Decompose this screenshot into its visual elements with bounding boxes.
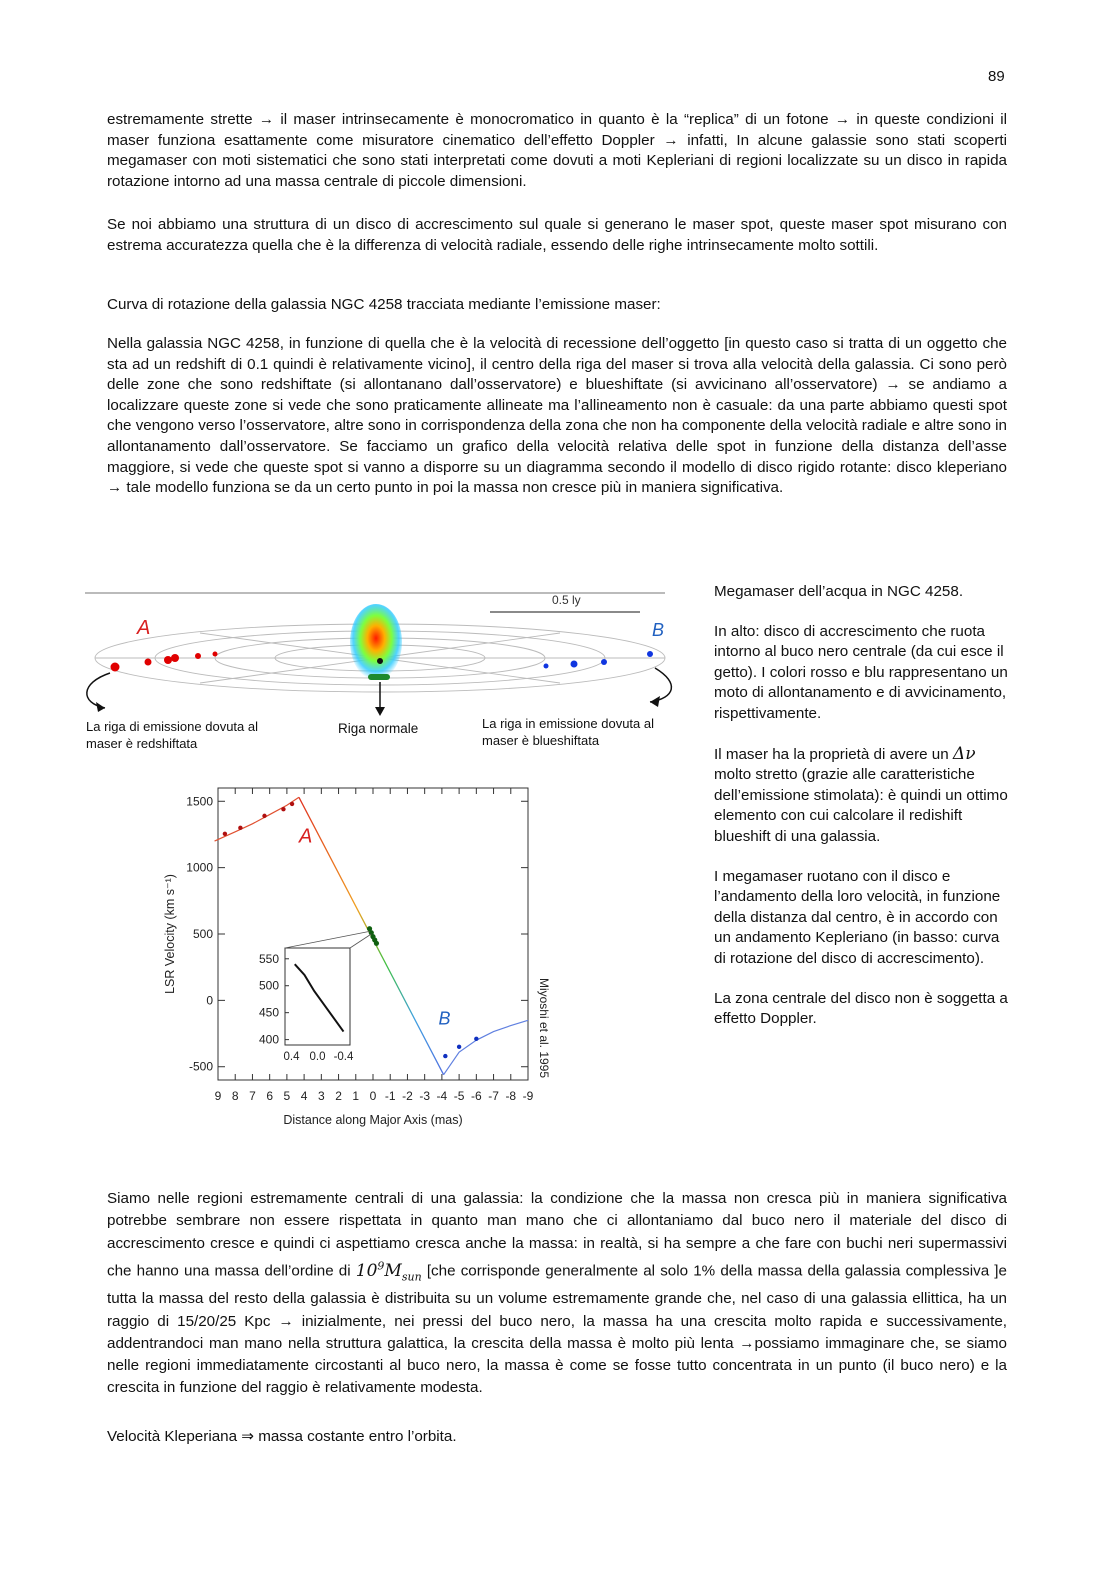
x-tick-label: 8 [231,1089,239,1103]
redshifted-spots [111,652,218,672]
mass-subscript: sun [401,1269,422,1283]
y-tick-label: 500 [192,927,213,941]
inset-y-tick-label: 450 [258,1005,279,1020]
chart-label-b: B [438,1008,451,1029]
black-hole-mass-formula [355,1258,422,1283]
side-caption-title: Megamaser dell’acqua in NGC 4258. [714,583,964,600]
x-tick-label: 0 [369,1089,377,1103]
central-black-hole [377,658,383,664]
caption-blue-1: La riga in emissione dovuta al [482,716,654,731]
inset-pointer [285,931,370,948]
closing-part-2: [che corrisponde generalmente al solo 1% della massa della galassia complessiva ]e tutta la massa del resto della galassia è distribuita su un volume estremamente grande che, nel caso di una galassia ellittica, ha un raggio di 15/20/25 Kpc → inizialmente, nei pressi del buco nero, la massa ha una crescita molto rapida e successivamente, addentrandoci man mano nella struttura galattica, la crescita della massa è molto più lenta →possiamo immaginare che, se siamo nelle regioni immediatamente circostanti al buco nero, la massa è come se fosse tutto concentrata in un punto (il buco nero) e la crescita in funzione del raggio è relativamente modesta. [107,1262,1007,1397]
paragraph-text: Nella galassia NGC 4258, in funzione di quella che è la velocità di recessione dell’oggetto [in questo caso si tratta di un oggetto che sta ad un redshift di 0.1 quindi è relativamente vicino], il centro della riga del maser si trova alla velocità della galassia. Ci sono però delle zone che sono redshiftate (si allontanano dall’osservatore) e blueshiftate (si avvicinano all’osservatore) → se andiamo a localizzare queste zone si vede che sono praticamente allineate ma l’allineamento non è casuale: da una parte abbiamo questi spot che vengono verso l’osservatore, altre sono in corrispondenza della zona che non ha componente della velocità radiale e altre sono in allontanamento dall’osservatore. Se facciamo un grafico della velocità relativa delle spot in funzione della distanza dell’asse maggiore, si vede che queste spot si vanno a disporre su un diagramma secondo il modello di disco rigido rotante: disco kleperiano → tale modello funziona se da un certo punto in poi la massa non cresce più in maniera significativa. [107,335,1008,497]
side-caption-maser-before: Il maser ha la proprietà di avere un [714,745,949,763]
x-tick-label: -9 [522,1089,534,1103]
x-tick-label: 5 [283,1089,291,1103]
chart-ylabel: LSR Velocity (km s⁻¹) [163,874,177,994]
chart-credit: Miyoshi et al. 1995 [537,977,551,1079]
inset-y-tick-label: 400 [258,1032,279,1047]
side-caption-disk: In alto: disco di accrescimento che ruota intorno al buco nero centrale (da cui esce il getto). I colori rosso e blu rappresentano un moto di allontanamento e di avvicinamento, rispettivamente. [714,622,1008,722]
inset-y-tick-label: 500 [258,978,279,993]
intro-paragraph-1 [107,110,1007,192]
paragraph-text: Se noi abbiamo una struttura di un disco di accrescimento sul quale si generano le maser spot, queste maser spot misurano con estrema accuratezza quella che è la differenza di velocità radiale, essendo delle righe intrinsecamente molto sottili. [107,216,1007,254]
caption-red-2: maser è redshiftata [86,736,198,751]
kepler-blue-curve [444,1020,528,1074]
x-tick-label: 7 [249,1089,256,1103]
side-caption-rotation: I megamaser ruotano con il disco e l’andamento della loro velocità, in funzione della distanza dal centro, è in accordo con un andamento Kepleriano (in basso: curva di rotazione del disco di accrescimento). [714,867,1001,967]
label-b: B [652,620,665,640]
closing-part-1: Siamo nelle regioni estremamente centrali di una galassia: la condizione che la massa non cresca più in maniera significativa potrebbe sembrare non essere rispettata in quanto man mano che ci allontaniamo dal buco nero il materiale del disco di accrescimento cresce e quindi ci aspettiamo cresca anche la massa: in realtà, si ha sempre a che fare con buchi neri supermassivi che hanno una massa dell’ordine di [107,1190,1007,1280]
chart-inset [259,931,371,1063]
x-tick-label: 2 [335,1089,342,1103]
maser-point [457,1045,461,1049]
intro-paragraph-4 [107,334,1007,499]
paragraph-text: Velocità Kleperiana ⇒ massa costante entro l’orbita. [107,1428,457,1445]
y-tick-label: -500 [188,1059,213,1074]
caption-red-1: La riga di emissione dovuta al [86,719,258,734]
x-tick-label: -6 [470,1089,482,1103]
intro-paragraph-2 [107,215,1007,256]
chart-axes [186,788,533,1103]
inset-x-tick-label: 0.4 [283,1051,300,1063]
red-arrow [87,673,110,708]
scale-label: 0.5 ly [552,593,581,607]
systemic-masers [368,674,390,680]
x-tick-label: -1 [384,1089,396,1103]
maser-point [443,1054,447,1058]
delta-nu-symbol: Δν [952,743,976,764]
maser-point [281,807,285,811]
rotation-curve-chart [150,770,570,1140]
maser-point [262,814,266,818]
mass-symbol: M [384,1260,402,1281]
x-tick-label: -4 [436,1089,448,1103]
y-tick-label: 0 [206,993,213,1008]
mass-base: 10 [355,1260,378,1281]
x-tick-label: -3 [419,1089,431,1103]
mass-exponent: 9 [377,1258,385,1272]
x-tick-label: 1 [352,1089,360,1103]
closing-paragraph [107,1188,1007,1400]
x-tick-label: 6 [266,1089,274,1103]
intro-paragraph-3 [107,295,1007,316]
caption-blue-2: maser è blueshiftata [482,733,600,748]
inset-pointer [350,934,371,948]
maser-point [238,826,242,830]
blue-arrow [650,668,671,702]
paragraph-text [107,1188,1007,1400]
side-caption-center: La zona centrale del disco non è soggetta a effetto Doppler. [714,989,1008,1028]
x-tick-label: -2 [402,1089,413,1103]
side-caption-maser-after: molto stretto (grazie alle caratteristiche dell’emissione stimolata): è quindi un ottimo elemento con cui calcolare il redishift blueshift di una galassia. [714,766,1008,845]
maser-point [474,1037,478,1041]
final-line [107,1427,1007,1448]
x-tick-label: 9 [214,1089,222,1103]
side-caption-maser [714,744,1009,848]
side-column [714,582,1009,1030]
caption-normal: Riga normale [338,721,419,736]
maser-point [223,832,227,836]
chart-xlabel: Distance along Major Axis (mas) [283,1113,463,1127]
x-tick-label: 3 [317,1089,325,1103]
chart-label-a: A [298,825,313,848]
page-number: 89 [988,68,1005,85]
y-tick-label: 1500 [186,794,213,809]
inset-x-tick-label: -0.4 [333,1051,354,1063]
jet-emission [350,604,402,680]
maser-disk-figure [80,578,700,758]
x-tick-label: -8 [505,1089,517,1103]
x-tick-label: -7 [488,1089,499,1103]
inset-x-tick-label: 0.0 [309,1051,326,1063]
paragraph-text: estremamente strette → il maser intrinsecamente è monocromatico in quanto è la “replica” di un fotone → in queste condizioni il maser funziona esattamente come misuratore cinematico dell’effetto Doppler → infatti, In alcune galassie sono stati scoperti megamaser con moti sistematici che sono stati interpretati come dovuti a moti Kepleriani di regioni localizzate su un disco in rapida rotazione intorno ad una massa centrale di piccole dimensioni. [107,111,1007,190]
paragraph-text: Curva di rotazione della galassia NGC 4258 tracciata mediante l’emissione maser: [107,296,661,313]
kepler-red-curve [215,797,299,841]
x-tick-label: 4 [300,1089,308,1103]
x-tick-label: -5 [453,1089,465,1103]
label-a: A [137,617,151,639]
maser-point [374,941,379,946]
y-tick-label: 1000 [186,860,213,875]
inset-y-tick-label: 550 [258,951,279,966]
maser-point [290,802,294,806]
blueshifted-spots [544,651,654,669]
